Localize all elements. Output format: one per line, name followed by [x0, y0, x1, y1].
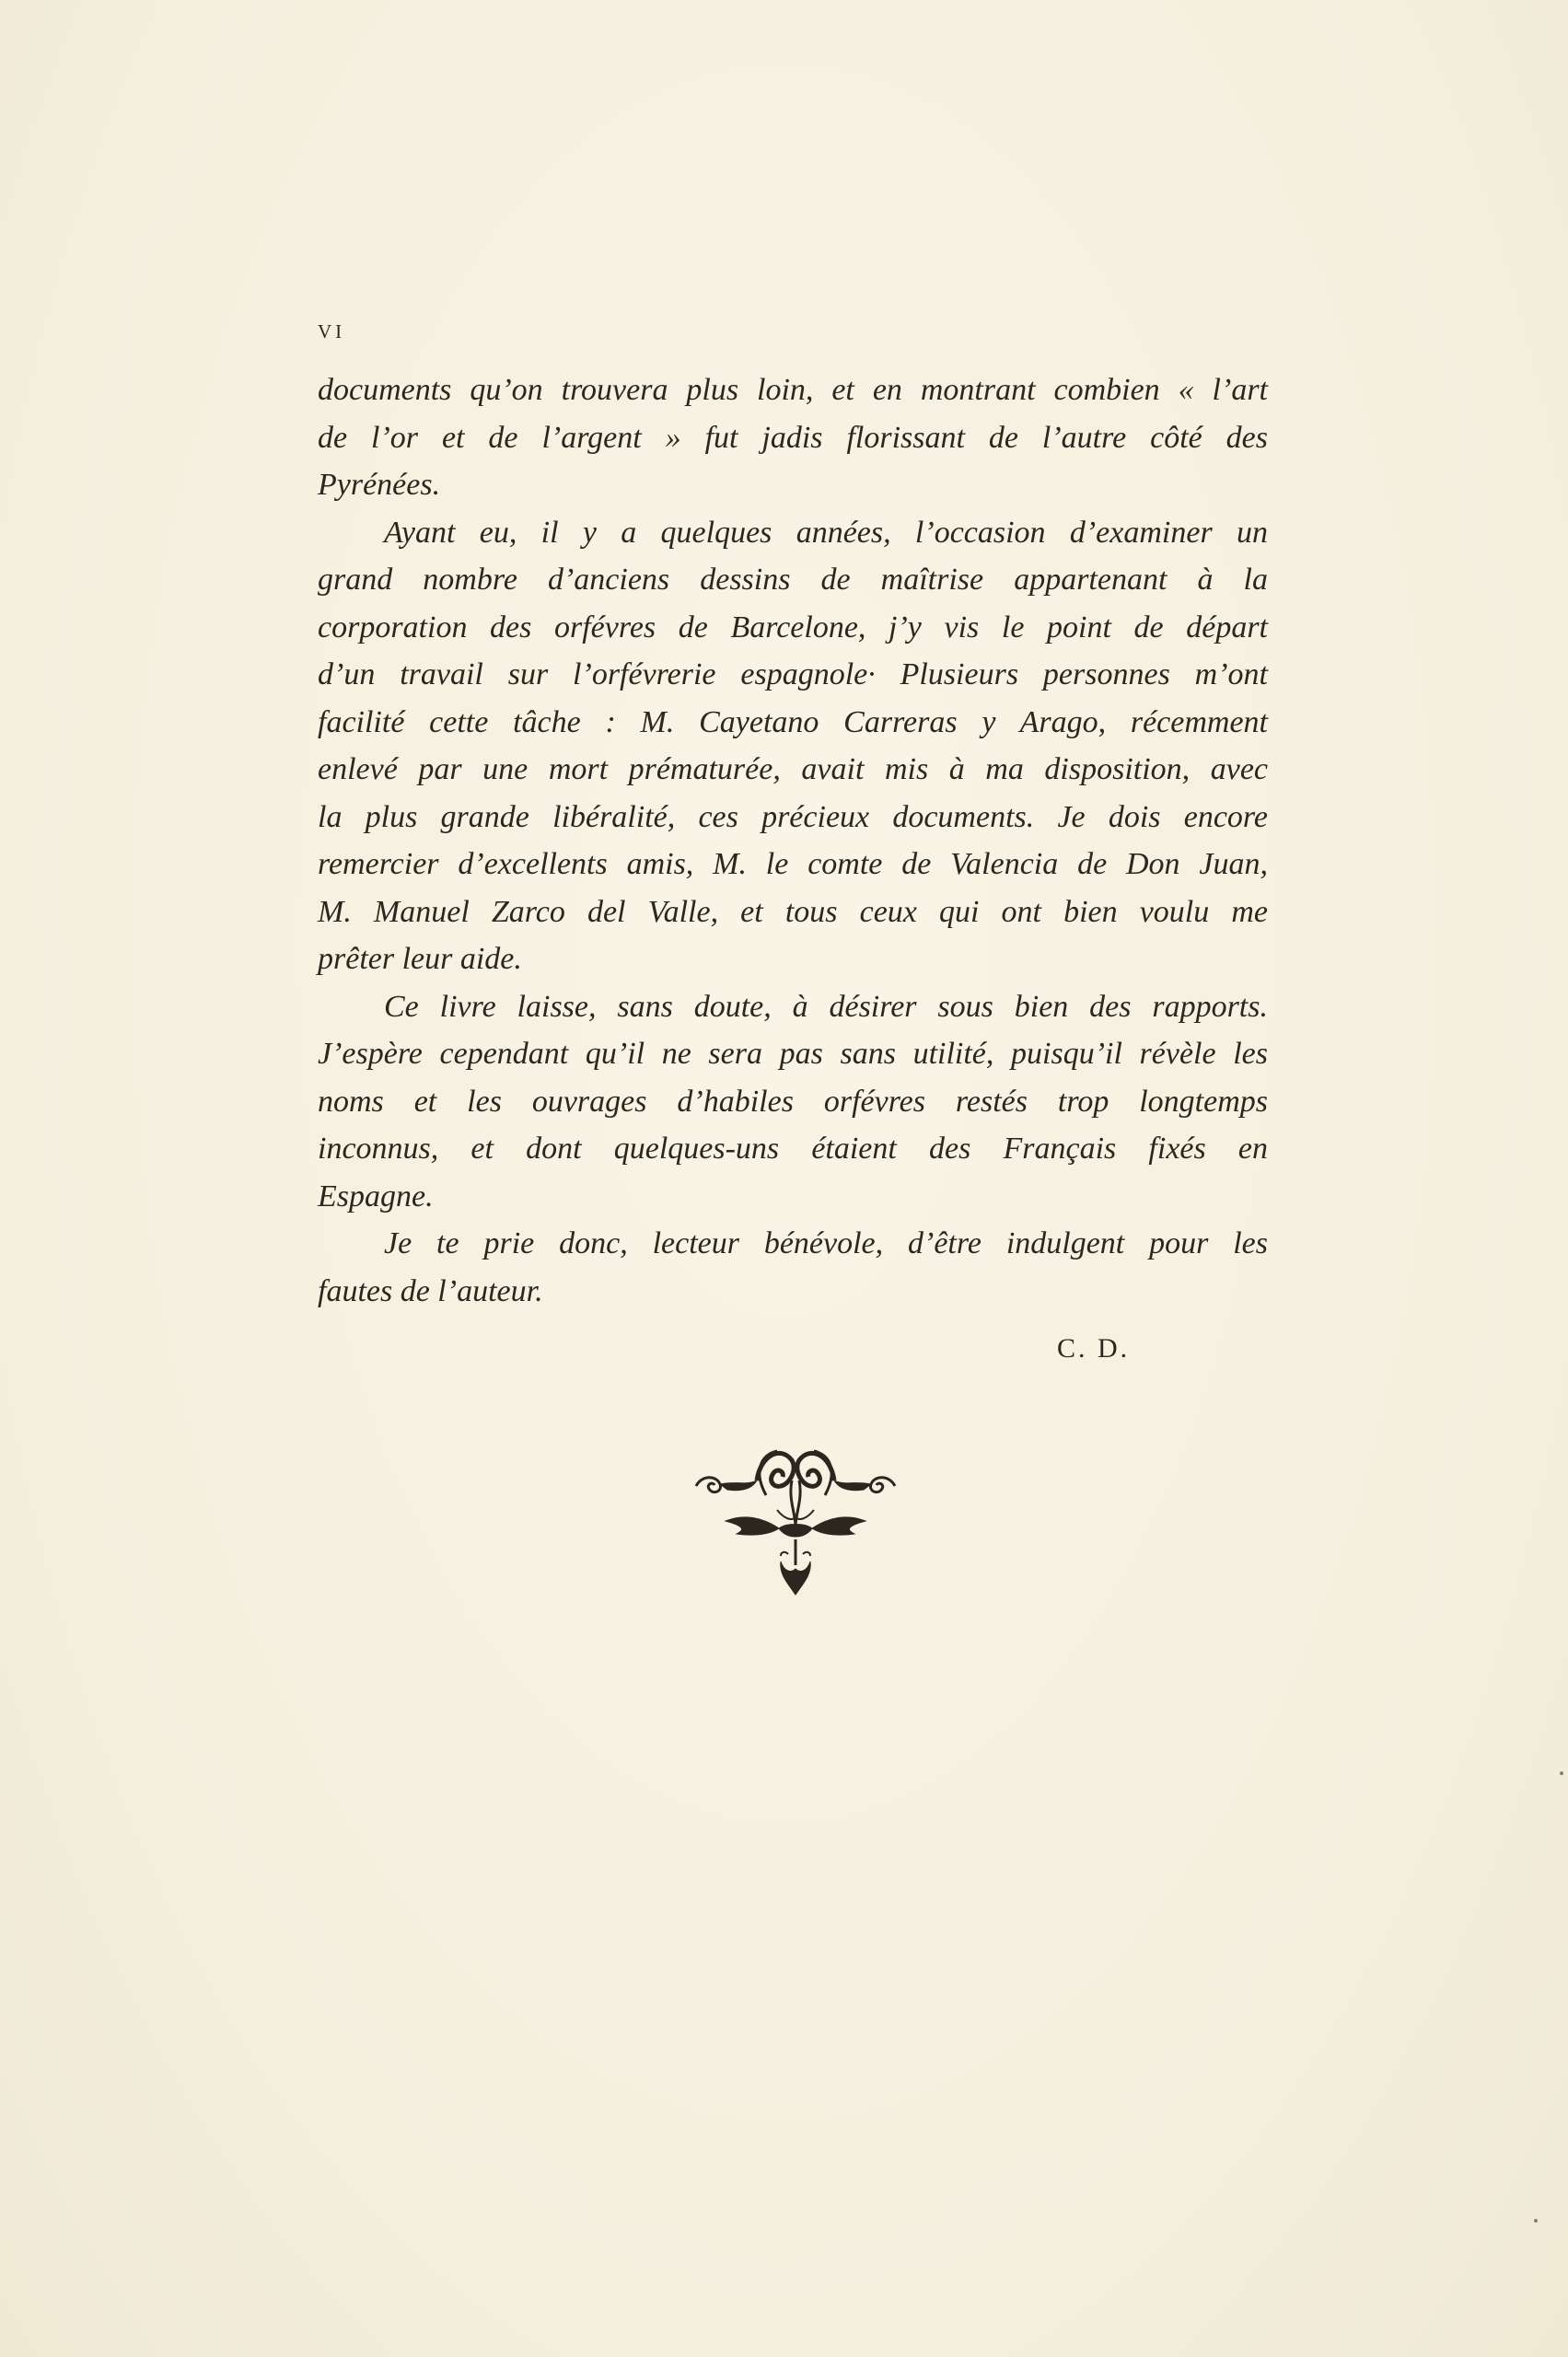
text-line: Ayant eu, il y a quelques années, l’occasion d’examiner un: [384, 515, 1268, 550]
text-line: de l’or et de l’argent » fut jadis florissant de l’autre côté des: [318, 420, 1268, 455]
text-line: M. Manuel Zarco del Valle, et tous ceux qui ont bien voulu me: [318, 894, 1268, 929]
paper-speck: [1534, 2219, 1538, 2223]
text-line: inconnus, et dont quelques-uns étaient des Français fixés en: [318, 1132, 1268, 1166]
text-line: fautes de l’auteur.: [318, 1273, 543, 1308]
author-signature: C. D.: [1057, 1333, 1131, 1364]
text-line: Pyrénées.: [318, 468, 441, 502]
text-line: enlevé par une mort prématurée, avait mis à ma disposition, avec: [318, 752, 1268, 786]
text-line: la plus grande libéralité, ces précieux documents. Je dois encore: [318, 799, 1268, 834]
page-number: VI: [318, 320, 346, 343]
text-line: d’un travail sur l’orfévrerie espagnole· Plusieurs personnes m’ont: [318, 657, 1268, 691]
text-line: facilité cette tâche : M. Cayetano Carreras y Arago, récemment: [318, 704, 1268, 739]
floral-tailpiece-ornament-icon: [689, 1444, 902, 1620]
text-line: Espagne.: [318, 1178, 434, 1213]
text-line: Ce livre laisse, sans doute, à désirer sous bien des rapports.: [384, 989, 1268, 1024]
text-line: grand nombre d’anciens dessins de maîtrise appartenant à la: [318, 563, 1268, 597]
text-line: noms et les ouvrages d’habiles orfévres restés trop longtemps: [318, 1084, 1268, 1119]
preface-text: [318, 366, 1268, 1315]
text-line: J’espère cependant qu’il ne sera pas sans utilité, puisqu’il révèle les: [318, 1037, 1268, 1071]
text-line: corporation des orfévres de Barcelone, j’y vis le point de départ: [318, 610, 1268, 644]
text-line: Je te prie donc, lecteur bénévole, d’être indulgent pour les: [384, 1226, 1268, 1260]
text-line: documents qu’on trouvera plus loin, et en montrant combien « l’art: [318, 373, 1268, 407]
text-line: remercier d’excellents amis, M. le comte de Valencia de Don Juan,: [318, 847, 1268, 881]
text-line: prêter leur aide.: [318, 942, 522, 976]
paper-speck: [1560, 1771, 1563, 1775]
